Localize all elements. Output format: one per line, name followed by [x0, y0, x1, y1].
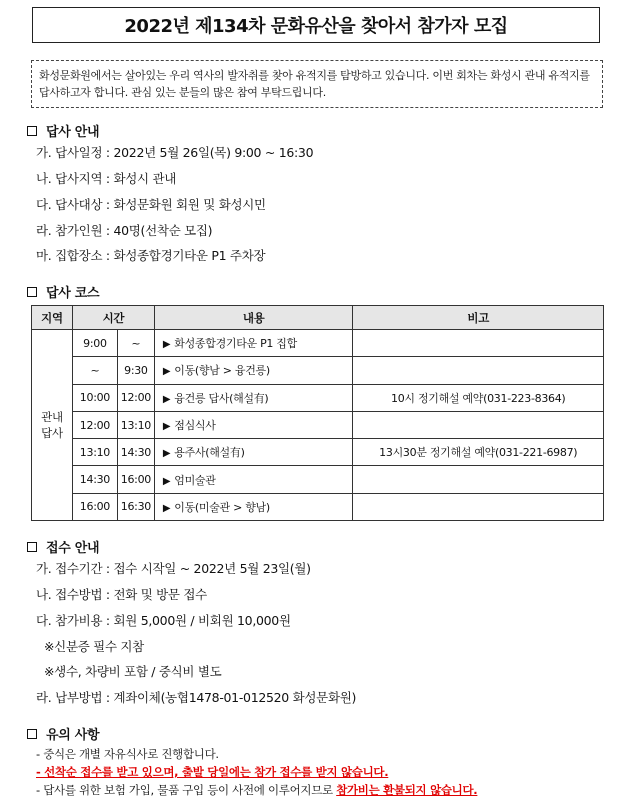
start-time: 12:00 [72, 411, 117, 438]
course-note [353, 330, 604, 357]
course-note [353, 466, 604, 493]
triangle-icon: ▶ [162, 339, 171, 351]
notice-first-come: - 선착순 접수를 받고 있으며, 출발 당일에는 참가 접수를 받지 않습니다. [36, 765, 389, 779]
section-title: 답사 안내 [46, 125, 100, 140]
end-time: 16:30 [117, 493, 154, 520]
table-row [32, 330, 604, 357]
table-row [32, 439, 604, 466]
start-time: 9:00 [72, 330, 117, 357]
checkbox-square-icon [27, 729, 37, 739]
triangle-icon: ▶ [162, 366, 171, 378]
course-content [154, 411, 353, 438]
header-time: 시간 [72, 306, 154, 330]
course-content-text: 이동(미술관 > 향남) [174, 500, 270, 514]
triangle-icon: ▶ [162, 502, 171, 514]
tour-info-schedule: 가. 답사일정 : 2022년 5월 26일(목) 9:00 ~ 16:30 [36, 145, 314, 160]
registration-fee: 다. 참가비용 : 회원 5,000원 / 비회원 10,000원 [36, 613, 291, 628]
section-title: 답사 코스 [46, 286, 100, 301]
registration-method: 나. 접수방법 : 전화 및 방문 접수 [36, 587, 207, 602]
header-content: 내용 [154, 306, 353, 330]
header-note: 비고 [353, 306, 604, 330]
fee-note-included: ※생수, 차량비 포함 / 중식비 별도 [44, 664, 222, 679]
payment-method: 라. 납부방법 : 계좌이체(농협1478-01-012520 화성문화원) [36, 690, 357, 705]
notice-lunch: - 중식은 개별 자유식사로 진행합니다. [36, 747, 219, 761]
notice-refund-text: - 답사를 위한 보험 가입, 물품 구입 등이 사전에 이루어지므로 [36, 783, 337, 797]
end-time: 14:30 [117, 439, 154, 466]
course-content-text: 용주사(해설有) [174, 446, 245, 460]
triangle-icon: ▶ [162, 475, 171, 487]
course-content-text: 융건릉 답사(해설有) [174, 391, 269, 405]
end-time: ~ [117, 330, 154, 357]
course-note [353, 357, 604, 384]
end-time: 16:00 [117, 466, 154, 493]
triangle-icon: ▶ [162, 421, 171, 433]
course-note [353, 493, 604, 520]
registration-period: 가. 접수기간 : 접수 시작일 ~ 2022년 5월 23일(월) [36, 561, 311, 576]
course-content [154, 330, 353, 357]
table-row [32, 384, 604, 411]
start-time: ~ [72, 357, 117, 384]
tour-info-capacity: 라. 참가인원 : 40명(선착순 모집) [36, 223, 213, 238]
notice-refund [36, 782, 477, 798]
course-note: 13시30분 정기해설 예약(031-221-6987) [353, 439, 604, 466]
checkbox-square-icon [27, 542, 37, 552]
course-content-text: 엄미술관 [174, 473, 216, 487]
table-header-row [32, 306, 604, 330]
section-heading-registration [27, 537, 99, 556]
end-time: 9:30 [117, 357, 154, 384]
section-title: 접수 안내 [46, 541, 100, 556]
end-time: 13:10 [117, 411, 154, 438]
page-title: 2022년 제134차 문화유산을 찾아서 참가자 모집 [32, 7, 600, 43]
table-row [32, 466, 604, 493]
table-row [32, 493, 604, 520]
course-content-text: 점심식사 [174, 419, 216, 433]
notice-refund-warning: 참가비는 환불되지 않습니다. [336, 783, 478, 797]
course-content [154, 384, 353, 411]
intro-text: 화성문화원에서는 살아있는 우리 역사의 발자취를 찾아 유적지를 탐방하고 있습니다. 이번 회차는 화성시 관내 유적지를 답사하고자 합니다. 관심 있는 분들의 많은 참여 부탁드립니다. [31, 60, 603, 108]
start-time: 13:10 [72, 439, 117, 466]
tour-info-area: 나. 답사지역 : 화성시 관내 [36, 171, 177, 186]
course-note: 10시 정기해설 예약(031-223-8364) [353, 384, 604, 411]
fee-note-id: ※신분증 필수 지참 [44, 639, 144, 654]
end-time: 12:00 [117, 384, 154, 411]
course-content [154, 466, 353, 493]
region-cell: 관내 답사 [32, 330, 73, 521]
start-time: 16:00 [72, 493, 117, 520]
start-time: 14:30 [72, 466, 117, 493]
course-table [31, 305, 604, 521]
course-content [154, 357, 353, 384]
course-content [154, 439, 353, 466]
course-note [353, 411, 604, 438]
table-row [32, 357, 604, 384]
course-content-text: 화성종합경기타운 P1 집합 [174, 337, 297, 351]
triangle-icon: ▶ [162, 393, 171, 405]
tour-info-target: 다. 답사대상 : 화성문화원 회원 및 화성시민 [36, 197, 266, 212]
course-content [154, 493, 353, 520]
table-row [32, 411, 604, 438]
section-heading-notes [27, 724, 99, 743]
tour-info-meeting-place: 마. 집합장소 : 화성종합경기타운 P1 주차장 [36, 248, 266, 263]
triangle-icon: ▶ [162, 448, 171, 460]
header-region: 지역 [32, 306, 73, 330]
course-content-text: 이동(향남 > 융건릉) [174, 364, 270, 378]
checkbox-square-icon [27, 287, 37, 297]
section-heading-course [27, 282, 99, 301]
section-heading-tour-info [27, 121, 99, 140]
section-title: 유의 사항 [46, 728, 100, 743]
checkbox-square-icon [27, 126, 37, 136]
start-time: 10:00 [72, 384, 117, 411]
